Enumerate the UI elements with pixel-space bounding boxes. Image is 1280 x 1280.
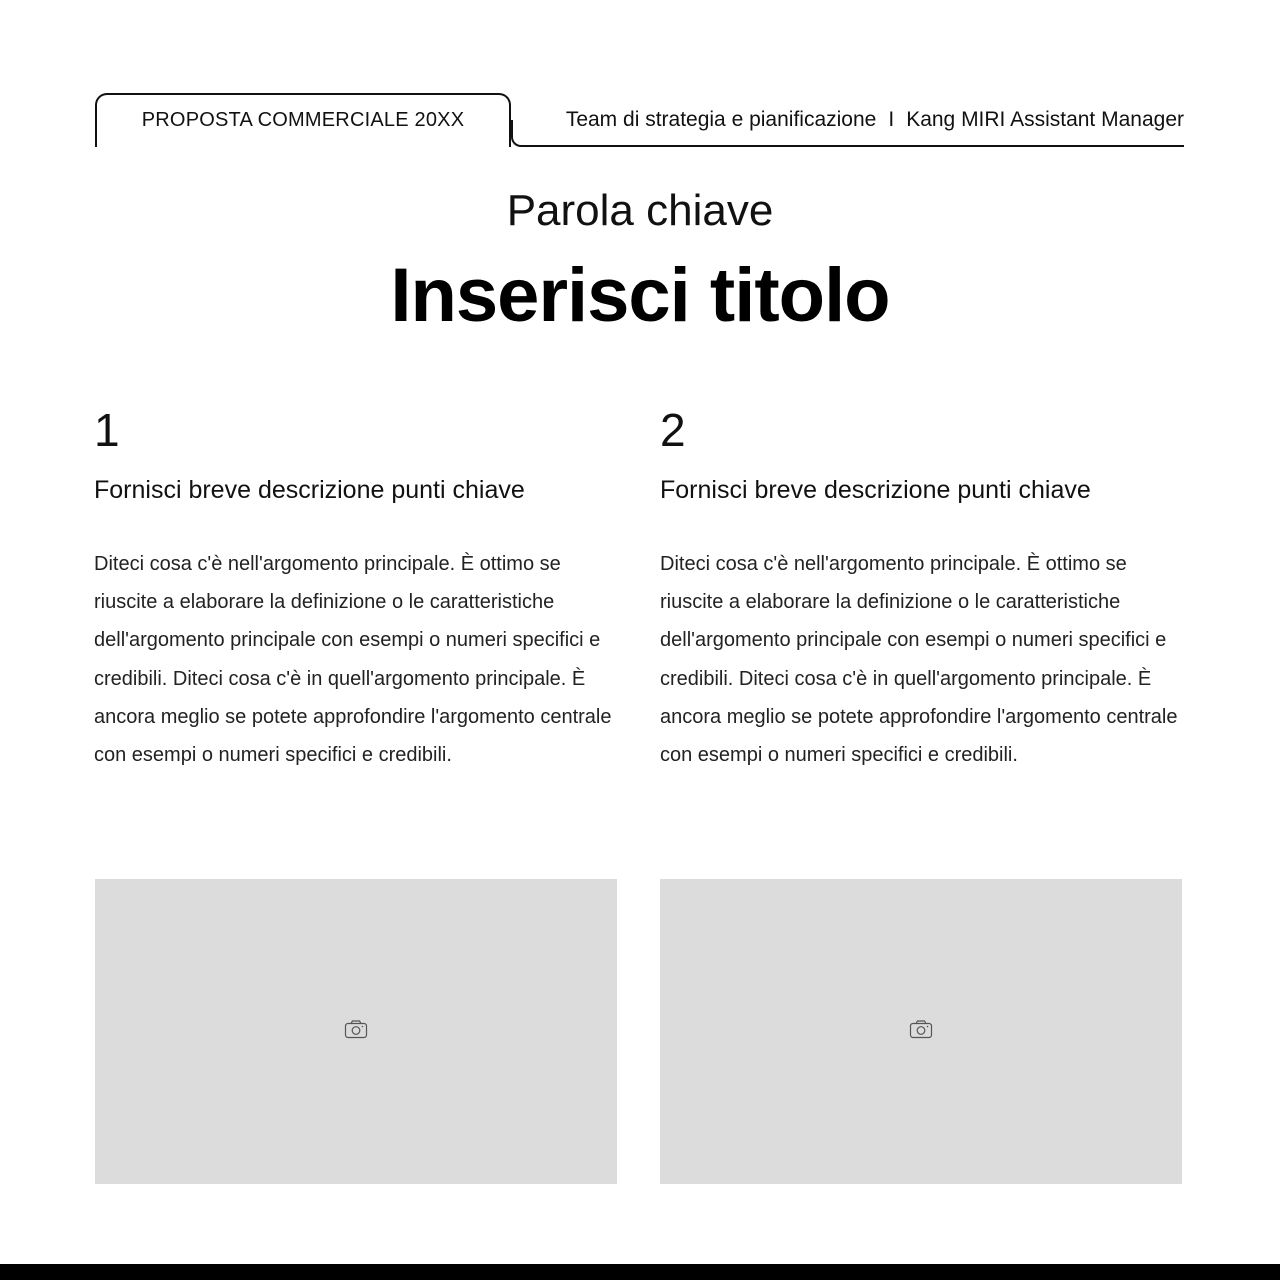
team-name: Team di strategia e pianificazione (565, 108, 877, 131)
proposal-label: PROPOSTA COMMERCIALE 20XX (141, 109, 465, 131)
header-meta (566, 108, 1184, 132)
column-number: 2 (660, 404, 686, 456)
keyword: Parola chiave (506, 186, 774, 235)
column-body: Diteci cosa c'è nell'argomento principale. È ottimo se riuscite a elaborare la definizione o le caratteristiche dell'argomento principale con esempi o numeri specifici e credibili. Diteci cosa c'è in quell'argomento principale. È ancora meglio se potete approfondire l'argomento centrale con esempi o numeri specifici e credibili. (94, 553, 612, 767)
column-2 (660, 402, 1190, 774)
header-rule (524, 145, 1184, 147)
column-subtitle: Fornisci breve descrizione punti chiave (660, 476, 1091, 504)
image-placeholder-1[interactable] (95, 879, 617, 1184)
column-1 (94, 402, 624, 774)
bottom-bar (0, 1264, 1280, 1280)
header-tab (95, 93, 511, 147)
image-placeholder-2[interactable] (660, 879, 1182, 1184)
page-title: Inserisci titolo (390, 253, 890, 338)
meta-separator: I (888, 108, 895, 131)
camera-icon (909, 1019, 933, 1044)
camera-icon (344, 1019, 368, 1044)
tab-connector (511, 120, 525, 147)
column-number: 1 (94, 404, 120, 456)
column-body: Diteci cosa c'è nell'argomento principale. È ottimo se riuscite a elaborare la definizione o le caratteristiche dell'argomento principale con esempi o numeri specifici e credibili. Diteci cosa c'è in quell'argomento principale. È ancora meglio se potete approfondire l'argomento centrale con esempi o numeri specifici e credibili. (660, 553, 1178, 767)
column-subtitle: Fornisci breve descrizione punti chiave (94, 476, 525, 504)
author-name: Kang MIRI Assistant Manager (906, 108, 1184, 131)
